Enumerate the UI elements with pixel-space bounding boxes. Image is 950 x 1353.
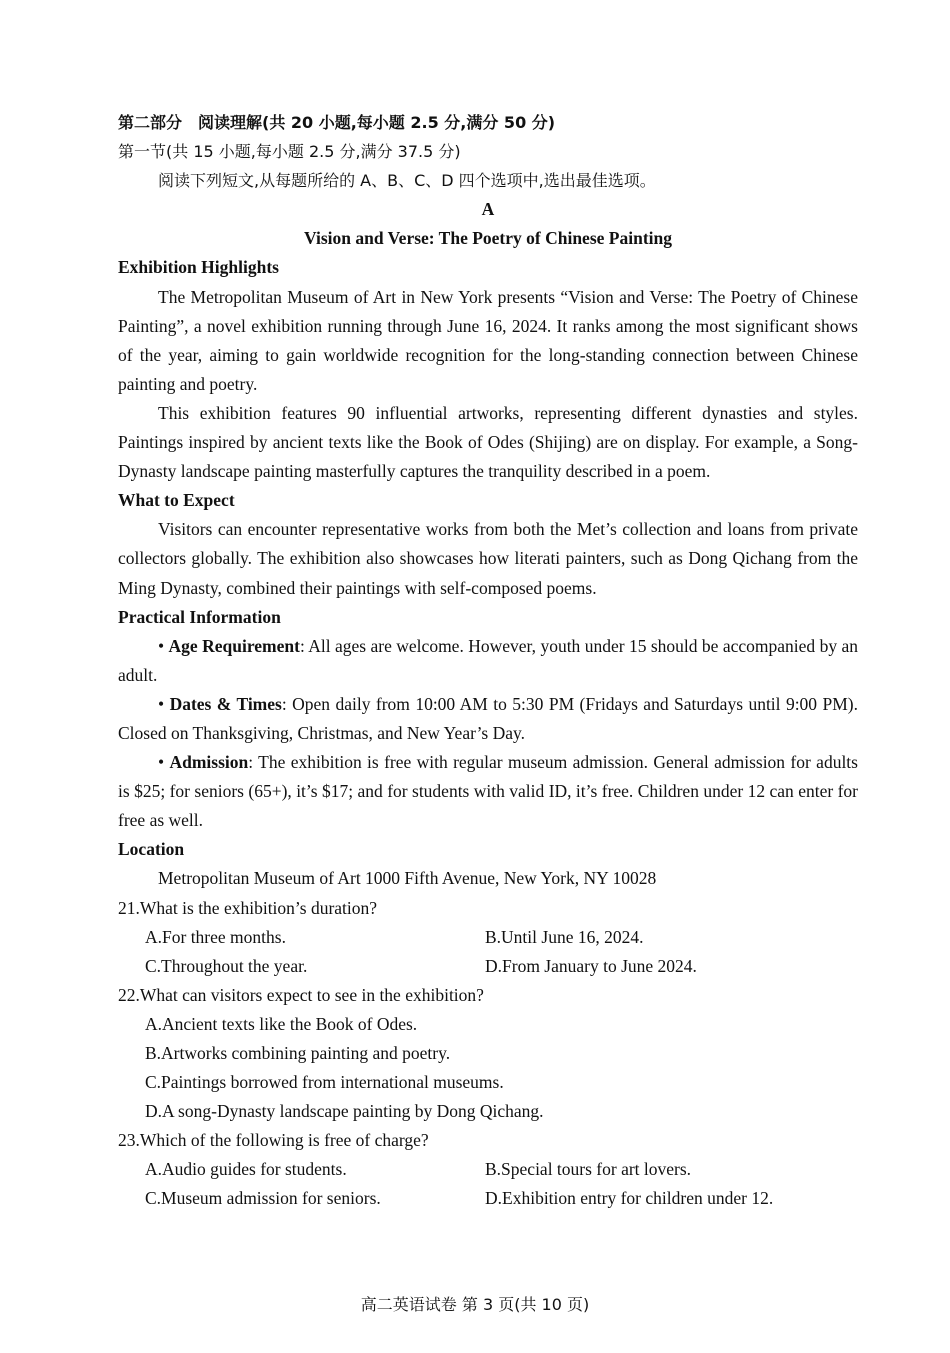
option-d: D.A song-Dynasty landscape painting by Dong Qichang. [145,1101,544,1122]
paragraph: This exhibition features 90 influential artworks, representing different dynasties and styles. Paintings inspired by ancient texts like the Book of Odes (Shijing) are on display. For example, a Song-Dynasty landscape painting masterfully captures the tranquility described in a poem. [118,402,858,482]
passage-title: Vision and Verse: The Poetry of Chinese Painting [303,228,672,249]
bullet-label: Admission [169,752,249,773]
bullet-label: Age Requirement [168,635,300,656]
passage-letter: A [481,199,495,220]
option-d: D.From January to June 2024. [485,955,697,976]
question-21 [118,894,858,981]
instruction: 阅读下列短文,从每题所给的 A、B、C、D 四个选项中,选出最佳选项。 [158,171,656,191]
option-b: B.Until June 16, 2024. [485,926,644,947]
option-b: B.Special tours for art lovers. [485,1159,692,1180]
paragraph: Visitors can encounter representative works from both the Met’s collection and loans from private collectors globally. The exhibition also showcases how literati painters, such as Dong Qichang from the Ming Dynasty, combined their paintings with self-composed poems. [118,519,858,598]
question-stem: 23.Which of the following is free of charge? [118,1130,429,1151]
question-22 [118,981,858,1126]
paragraph: The Metropolitan Museum of Art in New York presents “Vision and Verse: The Poetry of Chinese Painting”, a novel exhibition running through June 16, 2024. It ranks among the most significant shows of the year, aiming to gain worldwide recognition for the long-standing connection between Chinese painting and poetry. [118,286,858,394]
location-address: Metropolitan Museum of Art 1000 Fifth Avenue, New York, NY 10028 [158,868,657,889]
option-a: A.Ancient texts like the Book of Odes. [145,1013,418,1034]
option-c: C.Throughout the year. [145,955,308,976]
section-heading-highlights: Exhibition Highlights [118,257,279,278]
question-23 [118,1126,858,1213]
bullet-age: • Age Requirement: All ages are welcome. However, youth under 15 should be accompanied by an adult. [118,635,858,685]
option-a: A.Audio guides for students. [145,1159,347,1180]
bullet-label: Dates & Times [169,693,282,714]
option-c: C.Museum admission for seniors. [145,1188,381,1209]
question-stem: 22.What can visitors expect to see in the exhibition? [118,984,484,1005]
option-b: B.Artworks combining painting and poetry. [145,1043,451,1063]
section-heading-location: Location [118,839,185,860]
bullet-text: : The exhibition is free with regular museum admission. General admission for adults is $25; for seniors (65+), it’s $17; and for students with valid ID, it’s free. Children under 12 can enter for free as well. [118,752,858,831]
section-heading-expect: What to Expect [118,490,235,511]
bullet-text: : All ages are welcome. However, youth under 15 should be accompanied by an adult. [118,635,858,685]
option-c: C.Paintings borrowed from international museums. [145,1072,504,1093]
bullet-text: : Open daily from 10:00 AM to 5:30 PM (Fridays and Saturdays until 9:00 PM). Closed on Thanksgiving, Christmas, and New Year’s Day. [118,693,858,743]
page-footer: 高二英语试卷 第 3 页(共 10 页) [360,1295,590,1314]
section-heading: 第一节(共 15 小题,每小题 2.5 分,满分 37.5 分) [118,142,461,162]
bullet-dates: • Dates & Times: Open daily from 10:00 AM to 5:30 PM (Fridays and Saturdays until 9:00 PM). Closed on Thanksgiving, Christmas, and New Year’s Day. [118,693,858,743]
option-d: D.Exhibition entry for children under 12. [485,1188,774,1209]
option-a: A.For three months. [145,926,286,947]
section-heading-practical: Practical Information [118,606,281,627]
question-stem: 21.What is the exhibition’s duration? [118,897,378,918]
exam-page [118,108,858,1214]
bullet-admission: • Admission: The exhibition is free with regular museum admission. General admission for adults is $25; for seniors (65+), it’s $17; and for students with valid ID, it’s free. Children under 12 can enter for free as well. [118,752,858,831]
part-heading: 第二部分 阅读理解(共 20 小题,每小题 2.5 分,满分 50 分) [118,113,556,132]
